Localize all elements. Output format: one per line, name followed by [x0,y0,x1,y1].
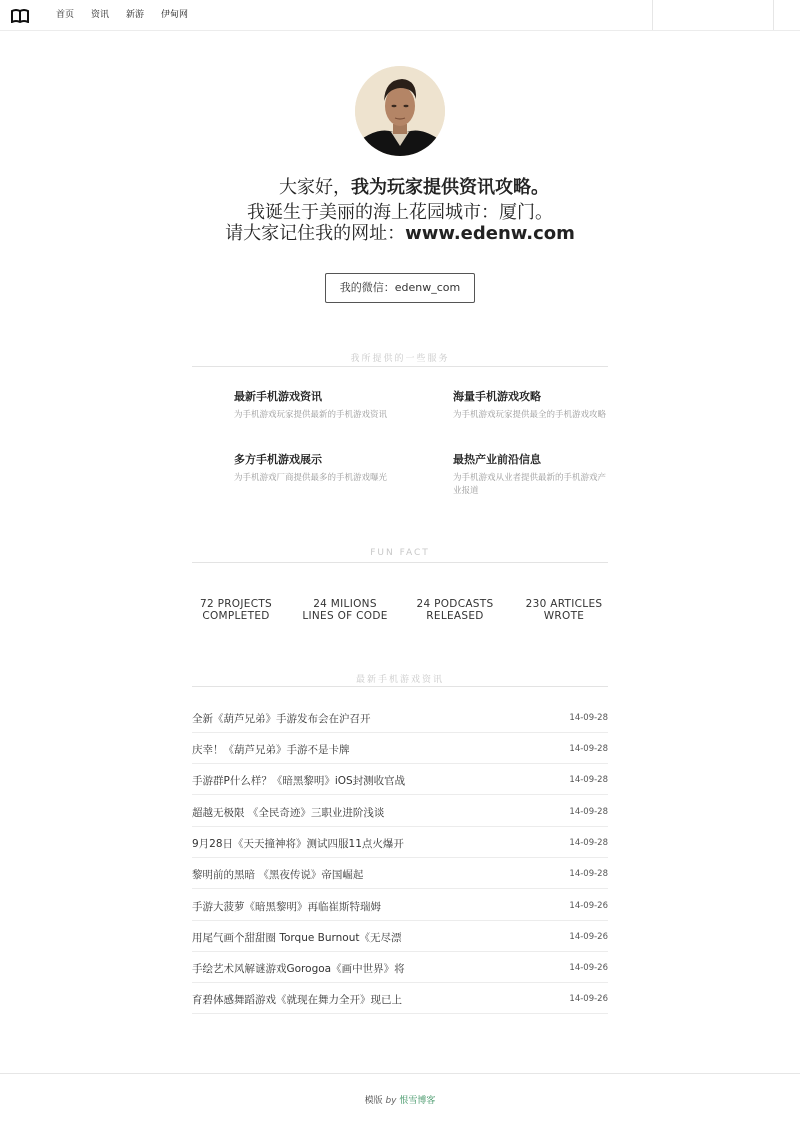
greeting-bold: 我为玩家提供资讯攻略。 [351,177,549,198]
service-title: 最新手机游戏资讯 [234,390,322,403]
footer-credit [0,1093,800,1106]
wechat-button[interactable]: 我的微信：edenw_com [325,273,475,303]
service-item [453,452,613,498]
news-title[interactable]: 黎明前的黑暗 《黑夜传说》帝国崛起 [192,869,364,881]
service-title: 多方手机游戏展示 [234,453,322,466]
service-desc: 为手机游戏从业者提供最新的手机游戏产业报道 [453,473,607,496]
greeting-line-1 [0,175,800,200]
funfact-heading: FUN FACT [370,548,430,558]
fact-item [186,598,286,622]
url-label: 请大家记住我的网址： [225,223,406,244]
fact-line-1: 24 PODCASTS [416,598,494,610]
service-item [453,389,613,422]
open-book-icon[interactable] [11,9,29,23]
fact-line-2: RELEASED [426,610,484,622]
greeting-line-3 [0,221,800,246]
news-date: 14-09-28 [569,775,608,785]
service-title: 海量手机游戏攻略 [453,390,541,403]
news-title[interactable]: 超越无极限 《全民奇迹》三职业进阶浅谈 [192,807,385,819]
divider [192,562,608,563]
top-nav [0,0,800,31]
news-row[interactable] [192,889,608,921]
fact-line-1: 72 PROJECTS [199,598,273,610]
news-title[interactable]: 用尾气画个甜甜圈 Torque Burnout《无尽漂 [192,932,402,944]
divider [192,686,608,687]
divider [192,366,608,367]
services-heading: 我所提供的一些服务 [350,354,450,364]
search-box[interactable] [652,0,774,30]
news-date: 14-09-26 [569,932,608,942]
fact-item [405,598,505,622]
fact-line-2: COMPLETED [202,610,270,622]
fact-line-2: LINES OF CODE [302,610,388,622]
news-title[interactable]: 手游大菠萝《暗黑黎明》再临崔斯特瑞姆 [192,901,381,913]
fact-line-2: WROTE [543,610,585,622]
nav-link-home[interactable]: 首页 [56,10,75,20]
news-row[interactable] [192,982,608,1014]
service-title: 最热产业前沿信息 [453,453,541,466]
footer-author-link[interactable]: 恨雪博客 [399,1096,436,1106]
greeting-text: 大家好， [279,177,351,198]
footer-by: by [385,1096,397,1106]
fact-item [295,598,395,622]
fact-item [514,598,614,622]
news-row[interactable] [192,857,608,889]
news-row[interactable] [192,795,608,827]
news-date: 14-09-28 [569,744,608,754]
news-title[interactable]: 手绘艺术风解谜游戏Gorogoa《画中世界》将 [192,963,405,975]
nav-links [56,9,188,21]
service-item [234,389,394,422]
news-title[interactable]: 9月28日《天天撞神将》测试四服11点火爆开 [192,838,404,850]
service-desc: 为手机游戏玩家提供最新的手机游戏资讯 [234,410,388,420]
service-desc: 为手机游戏玩家提供最全的手机游戏攻略 [453,410,607,420]
nav-link-new-games[interactable]: 新游 [126,10,145,20]
news-date: 14-09-26 [569,994,608,1004]
fact-line-1: 230 ARTICLES [525,598,603,610]
news-row[interactable] [192,920,608,952]
news-date: 14-09-28 [569,869,608,879]
news-heading: 最新手机游戏资讯 [355,675,444,685]
news-row[interactable] [192,826,608,858]
news-date: 14-09-28 [569,807,608,817]
news-title[interactable]: 育碧体感舞蹈游戏《就现在舞力全开》现已上 [192,994,402,1006]
news-title[interactable]: 庆幸！《葫芦兄弟》手游不是卡牌 [192,744,350,756]
footer [0,1073,800,1125]
service-desc: 为手机游戏厂商提供最多的手机游戏曝光 [234,473,388,483]
news-date: 14-09-26 [569,901,608,911]
news-date: 14-09-26 [569,963,608,973]
avatar [355,66,445,156]
news-title[interactable]: 手游群P什么样？《暗黑黎明》iOS封测收官战 [192,775,406,787]
service-item [234,452,394,485]
news-title[interactable]: 全新《葫芦兄弟》手游发布会在沪召开 [192,713,371,725]
nav-link-edenw[interactable]: 伊甸网 [161,10,189,20]
news-row[interactable] [192,951,608,983]
footer-template-label: 模版 [364,1096,383,1106]
greeting-line-2: 我诞生于美丽的海上花园城市：厦门。 [247,202,553,223]
portrait-image [355,66,445,156]
news-row[interactable] [192,732,608,764]
nav-link-news[interactable]: 资讯 [91,10,110,20]
news-row[interactable] [192,763,608,795]
site-url: www.edenw.com [405,223,575,244]
news-date: 14-09-28 [569,713,608,723]
news-row[interactable] [192,701,608,733]
news-date: 14-09-28 [569,838,608,848]
fact-line-1: 24 MILIONS [313,598,377,610]
